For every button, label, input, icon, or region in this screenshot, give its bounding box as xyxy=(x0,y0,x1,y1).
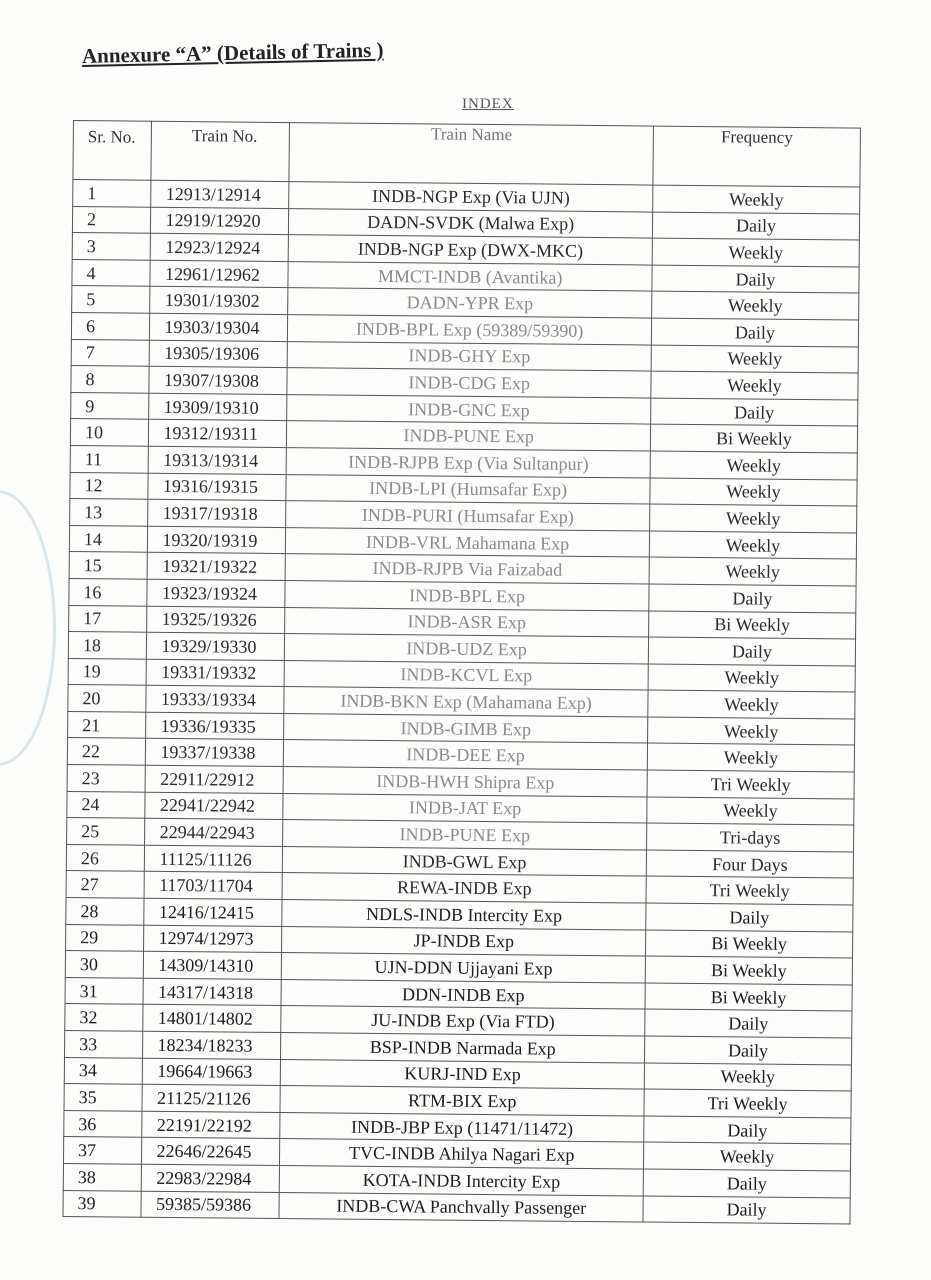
cell-train-no: 19331/19332 xyxy=(147,659,285,687)
cell-train-name: NDLS-INDB Intercity Exp xyxy=(282,900,646,930)
trains-table-container xyxy=(62,120,860,1225)
cell-frequency: Tri Weekly xyxy=(647,770,854,799)
cell-sr-no: 10 xyxy=(70,419,149,446)
cell-sr-no: 20 xyxy=(68,685,147,712)
cell-sr-no: 23 xyxy=(67,765,146,792)
cell-train-name: INDB-PUNE Exp xyxy=(287,421,651,451)
cell-sr-no: 1 xyxy=(73,180,152,207)
cell-frequency: Weekly xyxy=(650,451,857,480)
cell-train-name: INDB-CDG Exp xyxy=(287,368,651,398)
cell-sr-no: 8 xyxy=(71,366,150,393)
cell-frequency: Daily xyxy=(652,265,859,294)
document-title: Annexure “A” (Details of Trains ) xyxy=(81,37,384,68)
cell-sr-no: 14 xyxy=(69,525,148,552)
cell-train-name: INDB-KCVL Exp xyxy=(284,660,648,690)
cell-sr-no: 25 xyxy=(67,818,146,845)
cell-train-no: 19321/19322 xyxy=(148,553,286,581)
table-body xyxy=(63,180,860,1225)
cell-train-no: 22944/22943 xyxy=(145,818,283,846)
cell-frequency: Daily xyxy=(652,212,859,241)
cell-sr-no: 19 xyxy=(68,658,147,685)
cell-train-name: INDB-JAT Exp xyxy=(283,793,647,823)
cell-train-no: 19325/19326 xyxy=(147,606,285,634)
cell-train-no: 12923/12924 xyxy=(151,233,289,261)
header-sr-no: Sr. No. xyxy=(73,121,152,181)
cell-frequency: Tri Weekly xyxy=(646,876,853,905)
cell-sr-no: 12 xyxy=(70,472,149,499)
cell-train-no: 59385/59386 xyxy=(141,1191,279,1219)
cell-frequency: Daily xyxy=(651,398,858,427)
cell-frequency: Weekly xyxy=(648,664,855,693)
cell-frequency: Bi Weekly xyxy=(645,983,852,1012)
cell-sr-no: 36 xyxy=(64,1110,143,1137)
cell-sr-no: 6 xyxy=(71,312,150,339)
cell-train-no: 18234/18233 xyxy=(143,1031,281,1059)
cell-train-name: JP-INDB Exp xyxy=(282,926,646,956)
cell-sr-no: 26 xyxy=(66,844,145,871)
cell-train-no: 22941/22942 xyxy=(145,792,283,820)
cell-train-no: 19333/19334 xyxy=(146,686,284,714)
cell-frequency: Weekly xyxy=(648,717,855,746)
cell-frequency: Tri Weekly xyxy=(644,1089,851,1118)
cell-sr-no: 5 xyxy=(72,286,151,313)
cell-train-name: KOTA-INDB Intercity Exp xyxy=(280,1166,644,1196)
cell-train-name: TVC-INDB Ahilya Nagari Exp xyxy=(280,1139,644,1169)
cell-train-name: DADN-YPR Exp xyxy=(288,288,652,318)
cell-frequency: Daily xyxy=(643,1169,850,1198)
cell-train-name: INDB-VRL Mahamana Exp xyxy=(286,527,650,557)
cell-train-no: 19303/19304 xyxy=(150,313,288,341)
cell-train-name: JU-INDB Exp (Via FTD) xyxy=(281,1006,645,1036)
cell-train-name: INDB-UDZ Exp xyxy=(285,634,649,664)
official-stamp-mark xyxy=(0,490,56,766)
cell-train-name: BSP-INDB Narmada Exp xyxy=(281,1033,645,1063)
cell-sr-no: 27 xyxy=(66,871,145,898)
cell-frequency: Four Days xyxy=(646,850,853,879)
header-frequency: Frequency xyxy=(653,126,861,187)
cell-frequency: Weekly xyxy=(650,478,857,507)
cell-train-no: 19336/19335 xyxy=(146,712,284,740)
cell-train-name: INDB-NGP Exp (DWX-MKC) xyxy=(288,235,652,265)
cell-train-name: KURJ-IND Exp xyxy=(281,1059,645,1089)
cell-sr-no: 31 xyxy=(65,977,144,1004)
cell-frequency: Weekly xyxy=(652,238,859,267)
cell-frequency: Daily xyxy=(644,1036,851,1065)
cell-frequency: Weekly xyxy=(649,557,856,586)
cell-frequency: Weekly xyxy=(651,371,858,400)
cell-frequency: Daily xyxy=(651,318,858,347)
cell-frequency: Weekly xyxy=(653,185,860,214)
cell-train-no: 19337/19338 xyxy=(146,739,284,767)
header-train-name: Train Name xyxy=(289,123,653,185)
cell-train-name: INDB-BPL Exp xyxy=(285,580,649,610)
cell-train-name: INDB-ASR Exp xyxy=(285,607,649,637)
cell-frequency: Weekly xyxy=(647,744,854,773)
cell-train-no: 22911/22912 xyxy=(146,765,284,793)
cell-sr-no: 3 xyxy=(72,233,151,260)
cell-sr-no: 17 xyxy=(69,605,148,632)
cell-frequency: Weekly xyxy=(652,291,859,320)
cell-sr-no: 18 xyxy=(68,632,147,659)
cell-frequency: Bi Weekly xyxy=(649,611,856,640)
cell-train-no: 11703/11704 xyxy=(145,872,283,900)
cell-train-no: 22191/22192 xyxy=(142,1111,280,1139)
cell-train-no: 19329/19330 xyxy=(147,632,285,660)
cell-train-name: INDB-JBP Exp (11471/11472) xyxy=(280,1112,644,1142)
cell-sr-no: 32 xyxy=(65,1004,144,1031)
cell-sr-no: 2 xyxy=(72,206,151,233)
cell-train-name: INDB-BKN Exp (Mahamana Exp) xyxy=(284,687,648,717)
cell-sr-no: 30 xyxy=(65,951,144,978)
cell-sr-no: 15 xyxy=(69,552,148,579)
cell-train-name: INDB-CWA Panchvally Passenger xyxy=(279,1192,643,1222)
cell-train-no: 22646/22645 xyxy=(142,1138,280,1166)
cell-sr-no: 34 xyxy=(64,1057,143,1084)
trains-table xyxy=(62,120,860,1225)
header-train-no: Train No. xyxy=(151,121,289,181)
cell-sr-no: 22 xyxy=(67,738,146,765)
cell-train-no: 14309/14310 xyxy=(144,951,282,979)
cell-train-name: REWA-INDB Exp xyxy=(282,873,646,903)
cell-train-name: DDN-INDB Exp xyxy=(281,979,645,1009)
cell-frequency: Weekly xyxy=(643,1142,850,1171)
index-heading: INDEX xyxy=(462,96,514,112)
cell-train-no: 12974/12973 xyxy=(144,925,282,953)
cell-train-no: 12913/12914 xyxy=(151,180,289,208)
cell-sr-no: 9 xyxy=(71,392,150,419)
cell-frequency: Daily xyxy=(644,1116,851,1145)
cell-train-name: INDB-NGP Exp (Via UJN) xyxy=(289,182,653,212)
cell-train-name: INDB-BPL Exp (59389/59390) xyxy=(288,315,652,345)
cell-train-no: 19323/19324 xyxy=(147,579,285,607)
cell-sr-no: 21 xyxy=(68,711,147,738)
cell-train-no: 12919/12920 xyxy=(151,207,289,235)
cell-train-name: INDB-GNC Exp xyxy=(287,394,651,424)
cell-frequency: Weekly xyxy=(651,345,858,374)
cell-train-no: 14317/14318 xyxy=(143,978,281,1006)
cell-train-no: 19320/19319 xyxy=(148,526,286,554)
cell-train-no: 19316/19315 xyxy=(148,473,286,501)
cell-train-no: 19312/19311 xyxy=(149,420,287,448)
cell-frequency: Daily xyxy=(648,637,855,666)
cell-frequency: Daily xyxy=(649,584,856,613)
cell-train-no: 19309/19310 xyxy=(149,393,287,421)
cell-train-name: UJN-DDN Ujjayani Exp xyxy=(282,953,646,983)
cell-frequency: Tri-days xyxy=(647,823,854,852)
cell-train-name: INDB-LPI (Humsafar Exp) xyxy=(286,474,650,504)
cell-frequency: Weekly xyxy=(650,504,857,533)
cell-sr-no: 11 xyxy=(70,445,149,472)
cell-train-name: INDB-RJPB Via Faizabad xyxy=(285,554,649,584)
cell-train-no: 19307/19308 xyxy=(149,366,287,394)
cell-frequency: Weekly xyxy=(647,797,854,826)
cell-sr-no: 13 xyxy=(70,499,149,526)
cell-train-name: MMCT-INDB (Avantika) xyxy=(288,261,652,291)
cell-train-name: INDB-HWH Shipra Exp xyxy=(283,767,647,797)
cell-frequency: Bi Weekly xyxy=(645,956,852,985)
cell-frequency: Daily xyxy=(646,903,853,932)
cell-train-no: 19305/19306 xyxy=(150,340,288,368)
cell-train-no: 19301/19302 xyxy=(150,287,288,315)
cell-train-name: INDB-GWL Exp xyxy=(283,846,647,876)
cell-train-no: 21125/21126 xyxy=(142,1084,280,1112)
cell-sr-no: 28 xyxy=(66,898,145,925)
cell-train-name: INDB-RJPB Exp (Via Sultanpur) xyxy=(286,448,650,478)
cell-frequency: Bi Weekly xyxy=(646,930,853,959)
cell-train-no: 22983/22984 xyxy=(142,1164,280,1192)
cell-train-name: INDB-PURI (Humsafar Exp) xyxy=(286,501,650,531)
cell-train-no: 12416/12415 xyxy=(144,898,282,926)
cell-train-no: 19664/19663 xyxy=(143,1058,281,1086)
cell-sr-no: 35 xyxy=(64,1084,143,1111)
cell-train-name: INDB-PUNE Exp xyxy=(283,820,647,850)
cell-sr-no: 7 xyxy=(71,339,150,366)
cell-frequency: Weekly xyxy=(649,531,856,560)
cell-frequency: Daily xyxy=(645,1009,852,1038)
cell-train-no: 19313/19314 xyxy=(149,446,287,474)
cell-sr-no: 4 xyxy=(72,259,151,286)
cell-train-name: DADN-SVDK (Malwa Exp) xyxy=(289,208,653,238)
cell-frequency: Bi Weekly xyxy=(650,424,857,453)
cell-sr-no: 37 xyxy=(63,1137,142,1164)
cell-sr-no: 33 xyxy=(65,1030,144,1057)
cell-train-name: INDB-GIMB Exp xyxy=(284,713,648,743)
cell-frequency: Weekly xyxy=(644,1063,851,1092)
cell-sr-no: 38 xyxy=(63,1163,142,1190)
cell-frequency: Weekly xyxy=(648,690,855,719)
cell-sr-no: 16 xyxy=(69,578,148,605)
cell-sr-no: 29 xyxy=(66,924,145,951)
cell-sr-no: 24 xyxy=(67,791,146,818)
table-header-row xyxy=(73,121,861,188)
cell-sr-no: 39 xyxy=(63,1190,142,1217)
cell-train-name: INDB-GHY Exp xyxy=(287,341,651,371)
cell-train-name: INDB-DEE Exp xyxy=(284,740,648,770)
cell-train-name: RTM-BIX Exp xyxy=(280,1086,644,1116)
cell-train-no: 19317/19318 xyxy=(148,499,286,527)
cell-train-no: 11125/11126 xyxy=(145,845,283,873)
cell-train-no: 12961/12962 xyxy=(150,260,288,288)
cell-train-no: 14801/14802 xyxy=(143,1005,281,1033)
cell-frequency: Daily xyxy=(643,1196,850,1225)
